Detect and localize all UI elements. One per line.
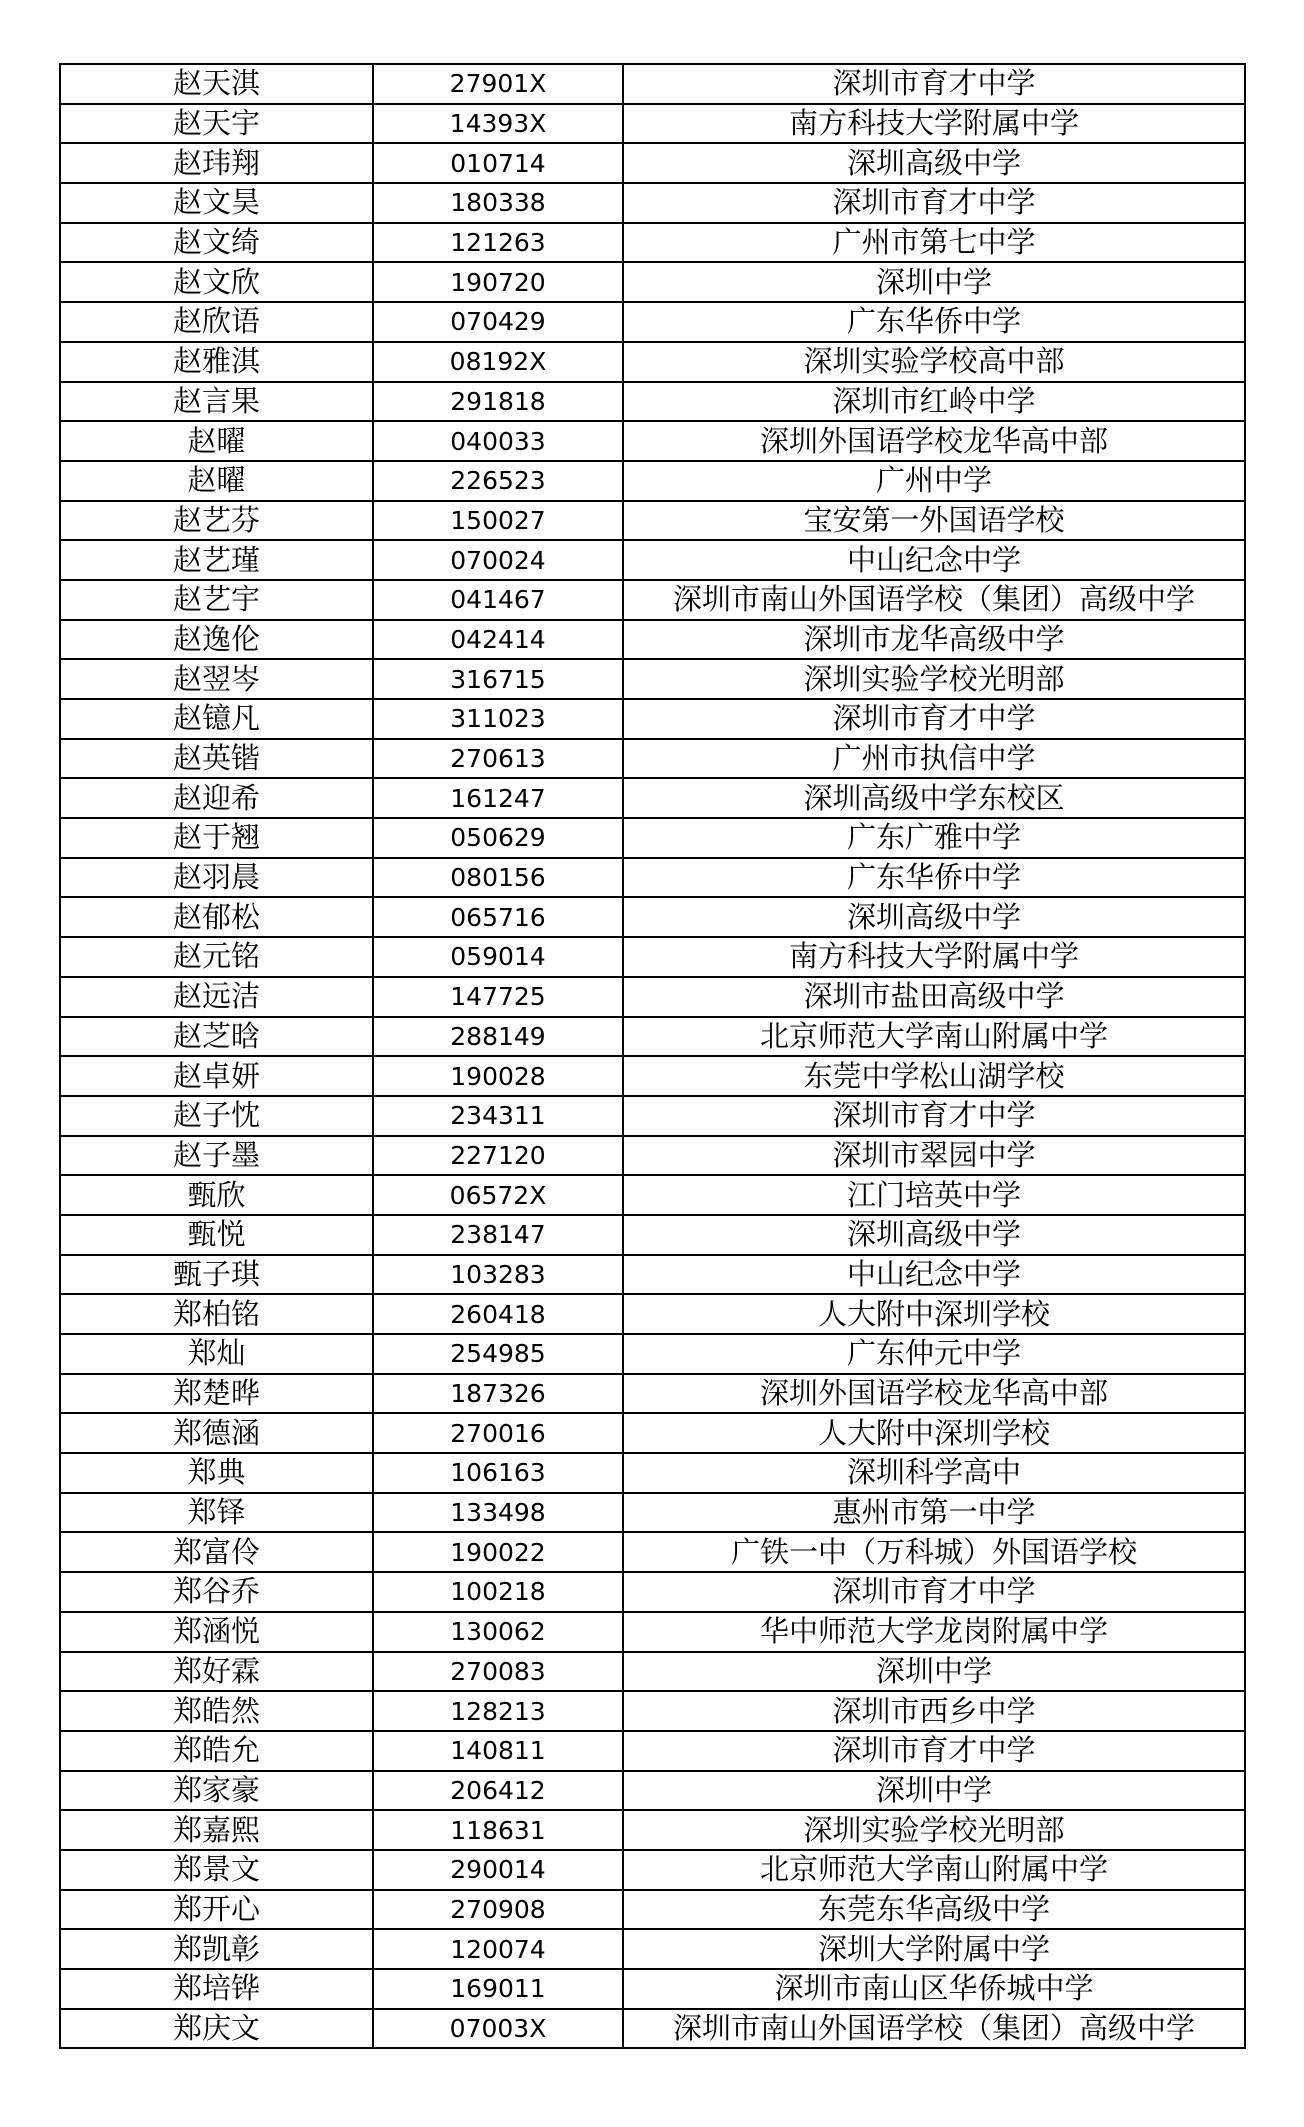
school-cell: 深圳市红岭中学: [623, 382, 1245, 422]
school-cell: 东莞东华高级中学: [623, 1890, 1245, 1930]
school-cell: 深圳科学高中: [623, 1453, 1245, 1493]
table-row: [60, 2009, 1245, 2049]
student-id-cell: 291818: [373, 382, 623, 422]
school-cell: 深圳高级中学东校区: [623, 778, 1245, 818]
school-cell: 广东华侨中学: [623, 302, 1245, 342]
table-row: [60, 1294, 1245, 1334]
table-row: [60, 977, 1245, 1017]
student-id-cell: 080156: [373, 858, 623, 898]
school-cell: 人大附中深圳学校: [623, 1294, 1245, 1334]
student-id-cell: 190720: [373, 262, 623, 302]
school-cell: 深圳市翠园中学: [623, 1136, 1245, 1176]
student-id-cell: 130062: [373, 1612, 623, 1652]
student-name-cell: 郑好霖: [60, 1652, 373, 1692]
table-row: [60, 540, 1245, 580]
school-cell: 深圳市育才中学: [623, 699, 1245, 739]
student-name-cell: 赵翌岑: [60, 659, 373, 699]
table-row: [60, 1096, 1245, 1136]
table-row: [60, 501, 1245, 541]
table-row: [60, 620, 1245, 660]
student-name-cell: 赵郁松: [60, 897, 373, 937]
school-cell: 广州中学: [623, 461, 1245, 501]
school-cell: 深圳大学附属中学: [623, 1929, 1245, 1969]
student-name-cell: 赵元铭: [60, 937, 373, 977]
school-cell: 深圳实验学校高中部: [623, 342, 1245, 382]
school-cell: 南方科技大学附属中学: [623, 937, 1245, 977]
student-id-cell: 288149: [373, 1017, 623, 1057]
table-row: [60, 1850, 1245, 1890]
student-name-cell: 赵芝晗: [60, 1017, 373, 1057]
school-cell: 中山纪念中学: [623, 540, 1245, 580]
student-id-cell: 133498: [373, 1493, 623, 1533]
student-name-cell: 赵曜: [60, 421, 373, 461]
table-row: [60, 897, 1245, 937]
table-row: [60, 223, 1245, 263]
student-name-cell: 甄悦: [60, 1215, 373, 1255]
school-cell: 江门培英中学: [623, 1175, 1245, 1215]
student-id-cell: 260418: [373, 1294, 623, 1334]
student-name-cell: 郑培铧: [60, 1969, 373, 2009]
student-name-cell: 赵卓妍: [60, 1056, 373, 1096]
student-name-cell: 赵于翘: [60, 818, 373, 858]
student-name-cell: 郑典: [60, 1453, 373, 1493]
student-id-cell: 270613: [373, 739, 623, 779]
school-cell: 深圳中学: [623, 1771, 1245, 1811]
student-name-cell: 赵迎希: [60, 778, 373, 818]
school-cell: 北京师范大学南山附属中学: [623, 1850, 1245, 1890]
school-cell: 深圳市育才中学: [623, 64, 1245, 104]
table-row: [60, 461, 1245, 501]
school-cell: 广州市第七中学: [623, 223, 1245, 263]
student-name-cell: 郑灿: [60, 1334, 373, 1374]
table-row: [60, 1691, 1245, 1731]
student-name-cell: 赵艺宇: [60, 580, 373, 620]
student-name-cell: 郑开心: [60, 1890, 373, 1930]
table-row: [60, 302, 1245, 342]
school-cell: 深圳市龙华高级中学: [623, 620, 1245, 660]
student-id-cell: 07003X: [373, 2009, 623, 2049]
student-name-cell: 郑楚晔: [60, 1374, 373, 1414]
student-id-cell: 27901X: [373, 64, 623, 104]
student-roster-table: [59, 63, 1246, 2049]
student-name-cell: 郑富伶: [60, 1532, 373, 1572]
student-name-cell: 赵玮翔: [60, 143, 373, 183]
school-cell: 深圳市育才中学: [623, 1572, 1245, 1612]
student-id-cell: 254985: [373, 1334, 623, 1374]
student-name-cell: 郑皓允: [60, 1731, 373, 1771]
school-cell: 深圳实验学校光明部: [623, 659, 1245, 699]
school-cell: 中山纪念中学: [623, 1255, 1245, 1295]
table-row: [60, 1652, 1245, 1692]
table-row: [60, 1493, 1245, 1533]
student-id-cell: 010714: [373, 143, 623, 183]
student-id-cell: 059014: [373, 937, 623, 977]
table-row: [60, 818, 1245, 858]
table-row: [60, 1612, 1245, 1652]
school-cell: 广东华侨中学: [623, 858, 1245, 898]
student-name-cell: 郑涵悦: [60, 1612, 373, 1652]
student-name-cell: 赵艺芬: [60, 501, 373, 541]
table-row: [60, 64, 1245, 104]
table-row: [60, 937, 1245, 977]
school-cell: 宝安第一外国语学校: [623, 501, 1245, 541]
student-name-cell: 郑家豪: [60, 1771, 373, 1811]
school-cell: 人大附中深圳学校: [623, 1413, 1245, 1453]
student-id-cell: 238147: [373, 1215, 623, 1255]
student-id-cell: 187326: [373, 1374, 623, 1414]
student-id-cell: 311023: [373, 699, 623, 739]
school-cell: 深圳高级中学: [623, 1215, 1245, 1255]
student-id-cell: 150027: [373, 501, 623, 541]
student-name-cell: 赵雅淇: [60, 342, 373, 382]
student-name-cell: 甄子琪: [60, 1255, 373, 1295]
school-cell: 广州市执信中学: [623, 739, 1245, 779]
school-cell: 广东仲元中学: [623, 1334, 1245, 1374]
student-name-cell: 郑皓然: [60, 1691, 373, 1731]
table-row: [60, 1532, 1245, 1572]
student-id-cell: 147725: [373, 977, 623, 1017]
school-cell: 深圳市盐田高级中学: [623, 977, 1245, 1017]
student-id-cell: 290014: [373, 1850, 623, 1890]
table-row: [60, 1255, 1245, 1295]
student-name-cell: 赵镱凡: [60, 699, 373, 739]
school-cell: 深圳市南山外国语学校（集团）高级中学: [623, 580, 1245, 620]
student-id-cell: 169011: [373, 1969, 623, 2009]
table-row: [60, 1017, 1245, 1057]
school-cell: 深圳外国语学校龙华高中部: [623, 1374, 1245, 1414]
student-id-cell: 065716: [373, 897, 623, 937]
student-name-cell: 赵子忱: [60, 1096, 373, 1136]
school-cell: 南方科技大学附属中学: [623, 104, 1245, 144]
student-id-cell: 103283: [373, 1255, 623, 1295]
table-row: [60, 858, 1245, 898]
student-name-cell: 赵羽晨: [60, 858, 373, 898]
table-row: [60, 1572, 1245, 1612]
student-id-cell: 226523: [373, 461, 623, 501]
school-cell: 深圳市育才中学: [623, 183, 1245, 223]
school-cell: 华中师范大学龙岗附属中学: [623, 1612, 1245, 1652]
student-id-cell: 270083: [373, 1652, 623, 1692]
student-id-cell: 180338: [373, 183, 623, 223]
student-name-cell: 赵远洁: [60, 977, 373, 1017]
table-row: [60, 580, 1245, 620]
student-id-cell: 270016: [373, 1413, 623, 1453]
student-name-cell: 郑嘉熙: [60, 1810, 373, 1850]
table-row: [60, 1453, 1245, 1493]
student-id-cell: 118631: [373, 1810, 623, 1850]
table-row: [60, 382, 1245, 422]
student-name-cell: 赵逸伦: [60, 620, 373, 660]
table-row: [60, 1136, 1245, 1176]
school-cell: 深圳市南山区华侨城中学: [623, 1969, 1245, 2009]
school-cell: 东莞中学松山湖学校: [623, 1056, 1245, 1096]
student-id-cell: 050629: [373, 818, 623, 858]
student-id-cell: 190028: [373, 1056, 623, 1096]
student-name-cell: 赵艺瑾: [60, 540, 373, 580]
school-cell: 深圳市南山外国语学校（集团）高级中学: [623, 2009, 1245, 2049]
table-row: [60, 1175, 1245, 1215]
student-id-cell: 070429: [373, 302, 623, 342]
student-name-cell: 赵欣语: [60, 302, 373, 342]
student-id-cell: 121263: [373, 223, 623, 263]
school-cell: 惠州市第一中学: [623, 1493, 1245, 1533]
school-cell: 深圳市育才中学: [623, 1731, 1245, 1771]
student-name-cell: 郑景文: [60, 1850, 373, 1890]
student-id-cell: 128213: [373, 1691, 623, 1731]
table-row: [60, 1056, 1245, 1096]
student-id-cell: 08192X: [373, 342, 623, 382]
table-row: [60, 699, 1245, 739]
student-name-cell: 赵天淇: [60, 64, 373, 104]
table-row: [60, 739, 1245, 779]
student-id-cell: 100218: [373, 1572, 623, 1612]
school-cell: 北京师范大学南山附属中学: [623, 1017, 1245, 1057]
student-id-cell: 190022: [373, 1532, 623, 1572]
student-id-cell: 06572X: [373, 1175, 623, 1215]
student-name-cell: 郑凯彰: [60, 1929, 373, 1969]
student-name-cell: 郑庆文: [60, 2009, 373, 2049]
table-row: [60, 1731, 1245, 1771]
student-id-cell: 120074: [373, 1929, 623, 1969]
student-name-cell: 赵曜: [60, 461, 373, 501]
student-name-cell: 甄欣: [60, 1175, 373, 1215]
student-id-cell: 161247: [373, 778, 623, 818]
roster-body: [60, 64, 1245, 2048]
student-id-cell: 14393X: [373, 104, 623, 144]
table-row: [60, 143, 1245, 183]
student-name-cell: 郑德涵: [60, 1413, 373, 1453]
table-row: [60, 1413, 1245, 1453]
student-id-cell: 040033: [373, 421, 623, 461]
school-cell: 深圳实验学校光明部: [623, 1810, 1245, 1850]
student-id-cell: 070024: [373, 540, 623, 580]
table-row: [60, 104, 1245, 144]
school-cell: 深圳中学: [623, 262, 1245, 302]
table-row: [60, 659, 1245, 699]
table-row: [60, 183, 1245, 223]
student-name-cell: 赵子墨: [60, 1136, 373, 1176]
student-name-cell: 赵天宇: [60, 104, 373, 144]
school-cell: 深圳市育才中学: [623, 1096, 1245, 1136]
table-row: [60, 1969, 1245, 2009]
student-id-cell: 106163: [373, 1453, 623, 1493]
table-row: [60, 1334, 1245, 1374]
table-row: [60, 778, 1245, 818]
school-cell: 深圳外国语学校龙华高中部: [623, 421, 1245, 461]
table-row: [60, 421, 1245, 461]
student-id-cell: 234311: [373, 1096, 623, 1136]
student-name-cell: 郑柏铭: [60, 1294, 373, 1334]
student-name-cell: 赵文绮: [60, 223, 373, 263]
table-row: [60, 1890, 1245, 1930]
student-id-cell: 270908: [373, 1890, 623, 1930]
student-id-cell: 041467: [373, 580, 623, 620]
table-row: [60, 1374, 1245, 1414]
student-name-cell: 郑铎: [60, 1493, 373, 1533]
student-id-cell: 042414: [373, 620, 623, 660]
student-name-cell: 赵文昊: [60, 183, 373, 223]
student-id-cell: 206412: [373, 1771, 623, 1811]
student-name-cell: 郑谷乔: [60, 1572, 373, 1612]
school-cell: 深圳中学: [623, 1652, 1245, 1692]
table-row: [60, 342, 1245, 382]
student-name-cell: 赵英锴: [60, 739, 373, 779]
school-cell: 广东广雅中学: [623, 818, 1245, 858]
student-id-cell: 316715: [373, 659, 623, 699]
school-cell: 深圳高级中学: [623, 897, 1245, 937]
school-cell: 广铁一中（万科城）外国语学校: [623, 1532, 1245, 1572]
table-row: [60, 1810, 1245, 1850]
table-row: [60, 262, 1245, 302]
student-id-cell: 140811: [373, 1731, 623, 1771]
school-cell: 深圳高级中学: [623, 143, 1245, 183]
student-id-cell: 227120: [373, 1136, 623, 1176]
school-cell: 深圳市西乡中学: [623, 1691, 1245, 1731]
table-row: [60, 1215, 1245, 1255]
student-name-cell: 赵文欣: [60, 262, 373, 302]
student-name-cell: 赵言果: [60, 382, 373, 422]
table-row: [60, 1929, 1245, 1969]
table-row: [60, 1771, 1245, 1811]
